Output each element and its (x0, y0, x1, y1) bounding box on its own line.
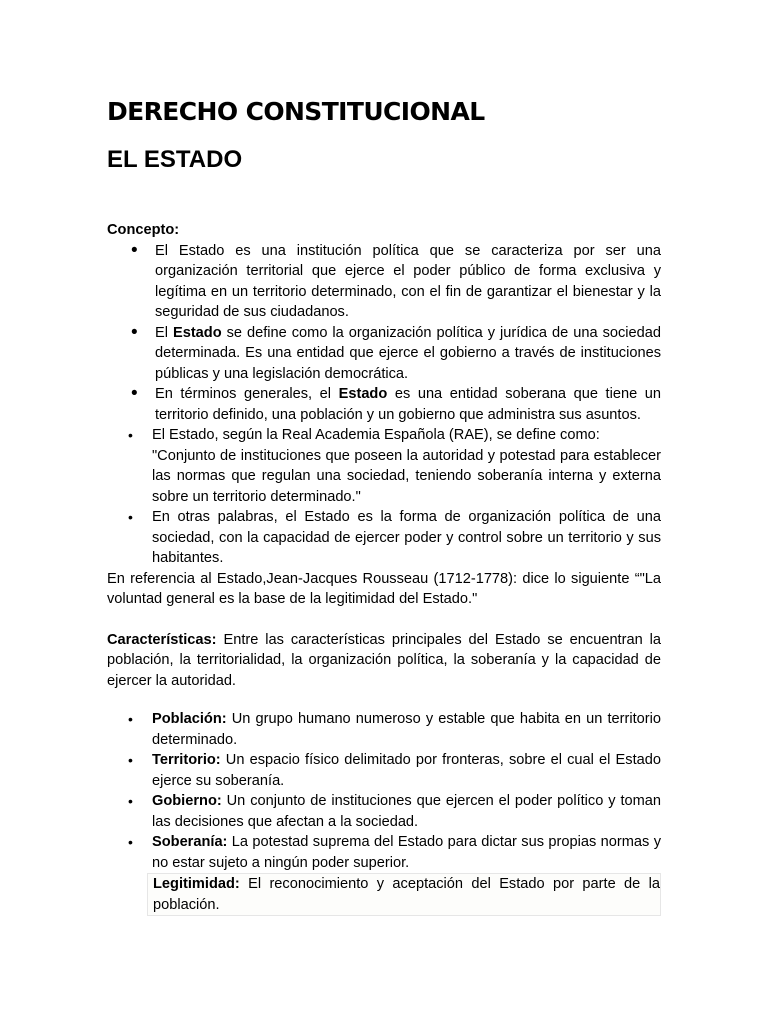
bold-term: Estado (338, 386, 388, 402)
list-item-text: En otras palabras, el Estado es la forma de organización política de una sociedad, con la capacidad de ejercer poder y control sobre un territorio y sus habitantes. (152, 509, 661, 566)
list-item (107, 832, 661, 873)
text-run: es una entidad soberana que tiene un territorio definido, una población y un gobierno que administra sus asuntos. (155, 386, 661, 423)
list-item (107, 750, 661, 791)
document-subtitle: EL ESTADO (107, 146, 243, 173)
list-item-text: • El Estado, según la Real Academia Española (RAE), se define como: (152, 427, 600, 443)
legitimidad-item (147, 873, 661, 916)
document-body (107, 92, 661, 916)
rousseau-paragraph: En referencia al Estado,Jean-Jacques Rousseau (1712-1778): dice lo siguiente “"La voluntad general es la base de la legitimidad del Estado." (107, 570, 661, 607)
bold-term: Gobierno: (152, 793, 222, 809)
text-run: se define como la organización política y jurídica de una sociedad determinada. Es una entidad que ejerce el gobierno a través de instituciones públicas y una legislación democrática. (155, 324, 662, 382)
caracteristicas-heading: Características: (107, 631, 217, 648)
text-run: El reconocimiento y aceptación del Estado por parte de la población. (153, 876, 660, 913)
document-title: DERECHO CONSTITUCIONAL (107, 97, 485, 126)
list-item (107, 323, 661, 385)
bold-term: Soberanía: (152, 834, 228, 850)
bold-term: Estado (172, 324, 222, 341)
text-run: La potestad suprema del Estado para dictar sus propias normas y no estar sujeto a ningún poder superior. (152, 834, 661, 871)
text-run: Un conjunto de instituciones que ejercen el poder político y toman las decisiones que afectan a la sociedad. (152, 793, 661, 830)
caracteristicas-intro: Entre las características principales del Estado se encuentran la población, la territorialidad, la organización política, la soberanía y la capacidad de ejercer la autoridad. (107, 631, 661, 689)
text-run: En términos generales, el (155, 386, 339, 402)
bold-term: Territorio: (152, 752, 221, 768)
list-item-text: El Estado es una institución política que se caracteriza por ser una organización territorial que ejerce el poder público de forma exclusiva y legítima en un territorio determinado, con el fin de garantizar el bienestar y la seguridad de sus ciudadanos. (155, 242, 661, 320)
text-run: El (155, 324, 173, 341)
caracteristicas-paragraph (107, 630, 661, 692)
bold-term: Población: (152, 711, 227, 727)
list-item (107, 791, 661, 832)
concepto-heading: Concepto: (107, 222, 180, 238)
list-item (107, 507, 661, 569)
caracteristicas-list (107, 709, 661, 873)
text-run: Un espacio físico delimitado por fronteras, sobre el cual el Estado ejerce su soberanía. (152, 752, 661, 789)
bold-term: Legitimidad: (153, 876, 240, 892)
rae-quote: "Conjunto de instituciones que poseen la autoridad y potestad para establecer las normas que regulan una sociedad, teniendo soberanía interna y externa sobre un territorio determinado." (152, 447, 661, 505)
concepto-list-secondary (107, 425, 661, 569)
list-item (107, 241, 661, 323)
text-run: Un grupo humano numeroso y estable que habita en un territorio determinado. (152, 711, 661, 748)
list-item (107, 425, 661, 507)
list-item (107, 384, 661, 425)
list-item (107, 709, 661, 750)
concepto-list (107, 241, 661, 426)
